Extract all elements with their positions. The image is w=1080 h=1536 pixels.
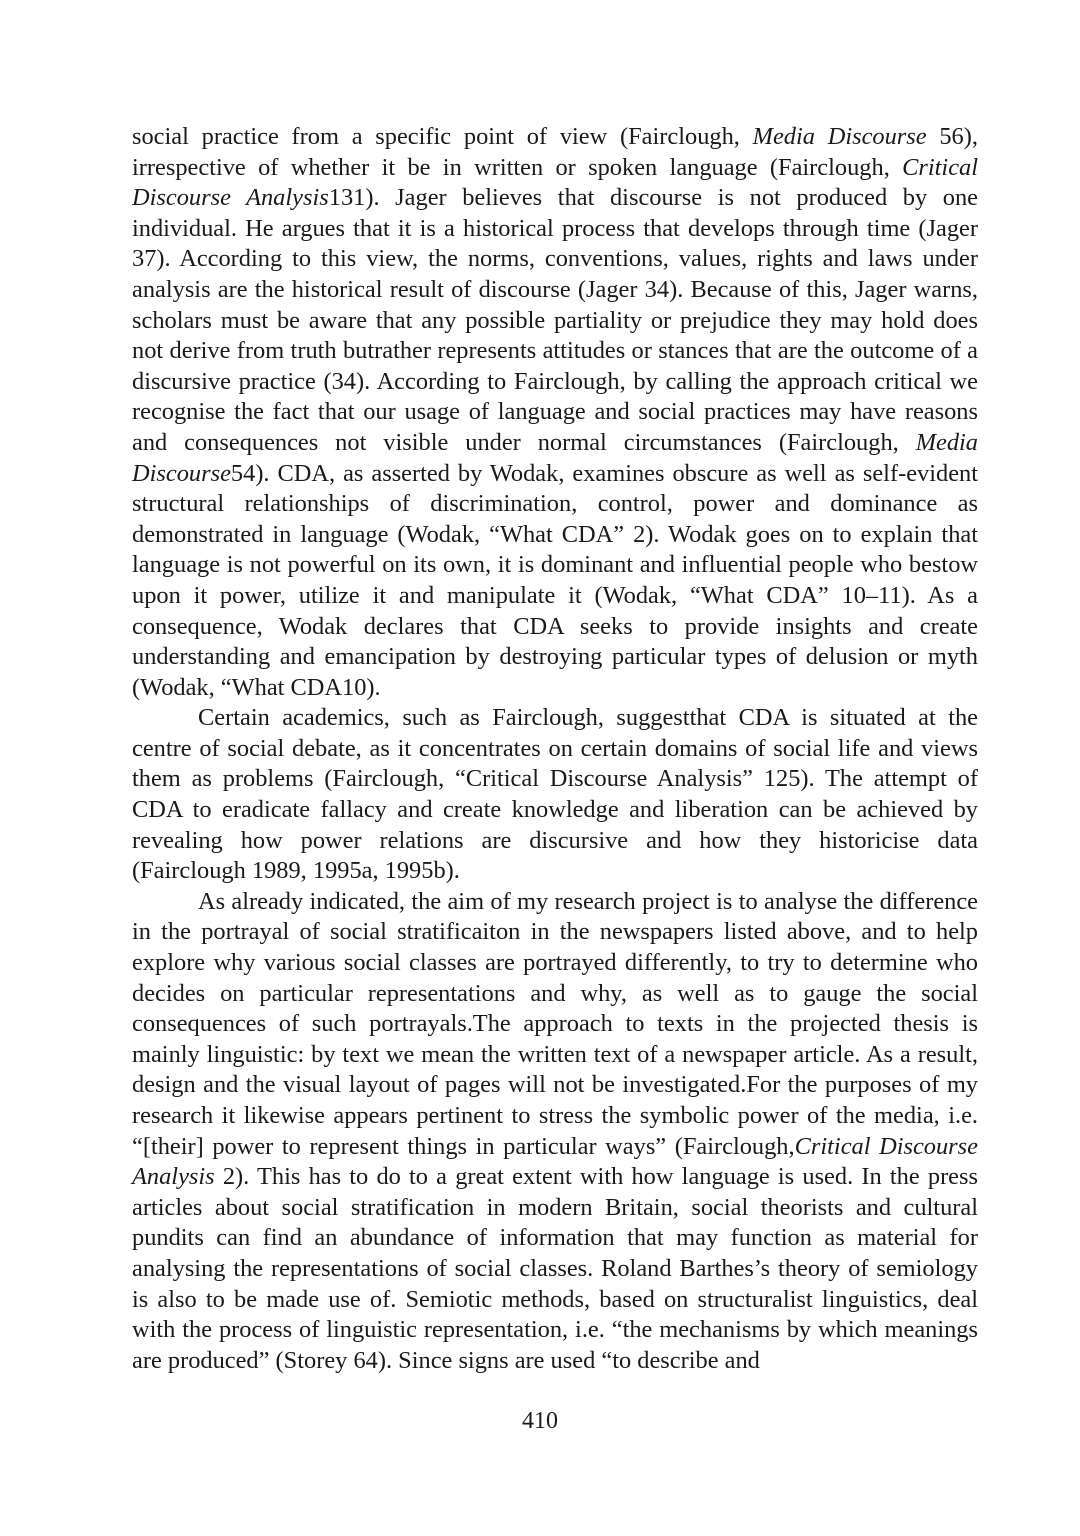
italic-title-segment: Critical Discourse Analysis [132,1132,978,1191]
paragraph-2 [132,703,978,887]
document-body [132,122,978,1376]
text-segment: 2). This has to do to a great extent with how language is used. In the press articles about social stratification in modern Britain, social theorists and cultural pundits can find an abundance of information that may function as material for analysing the representations of social classes. Roland Barthes’s theory of semiology is also to be made use of. Semiotic methods, based on structuralist linguistics, deal with the process of linguistic representation, i.e. “the mechanisms by which meanings are produced” (Storey 64). Since signs are used “to describe and [132,1163,978,1374]
italic-title-segment: Critical Discourse Analysis [132,153,978,212]
paragraph-1 [132,122,978,703]
paragraph-3 [132,887,978,1377]
text-segment: Certain academics, such as Fairclough, suggestthat CDA is situated at the centre of social debate, as it concentrates on certain domains of social life and views them as problems (Fairclough, “Critical Discourse Analysis” 125). The attempt of CDA to eradicate fallacy and create knowledge and liberation can be achieved by revealing how power relations are discursive and how they historicise data (Fairclough 1989, 1995a, 1995b). [132,704,978,885]
text-segment: 56), irrespective of whether it be in written or spoken language (Fairclough, [132,123,978,181]
text-segment: 54). CDA, as asserted by Wodak, examines obscure as well as self-evident structural relationships of discrimination, control, power and dominance as demonstrated in language (Wodak, “What CDA” 2). Wodak goes on to explain that language is not powerful on its own, it is dominant and influential people who bestow upon it power, utilize it and manipulate it (Wodak, “What CDA” 10–11). As a consequence, Wodak declares that CDA seeks to provide insights and create understanding and emancipation by destroying particular types of delusion or myth (Wodak, “What CDA10). [132,459,978,701]
text-segment: 131). Jager believes that discourse is not produced by one individual. He argues that it is a historical process that develops through time (Jager 37). According to this view, the norms, conventions, values, rights and laws under analysis are the historical result of discourse (Jager 34). Because of this, Jager warns, scholars must be aware that any possible partiality or prejudice they may hold does not derive from truth butrather represents attitudes or stances that are the outcome of a discursive practice (34). According to Fairclough, by calling the approach critical we recognise the fact that our usage of language and social practices may have reasons and consequences not visible under normal circumstances (Fairclough, [132,184,979,456]
page-number: 410 [522,1408,558,1434]
italic-title-segment: Media Discourse [132,428,978,487]
italic-title-segment: Media Discourse [752,123,927,150]
text-segment: social practice from a specific point of view (Fairclough, [132,123,753,150]
text-segment: As already indicated, the aim of my research project is to analyse the difference in the portrayal of social stratificaiton in the newspapers listed above, and to help explore why various social classes are portrayed differently, to try to determine who decides on particular representations and why, as well as to gauge the social consequences of such portrayals.The approach to texts in the projected thesis is mainly linguistic: by text we mean the written text of a newspaper article. As a result, design and the visual layout of pages will not be investigated.For the purposes of my research it likewise appears pertinent to stress the symbolic power of the media, i.e. “[their] power to represent things in particular ways” (Fairclough, [132,887,978,1160]
